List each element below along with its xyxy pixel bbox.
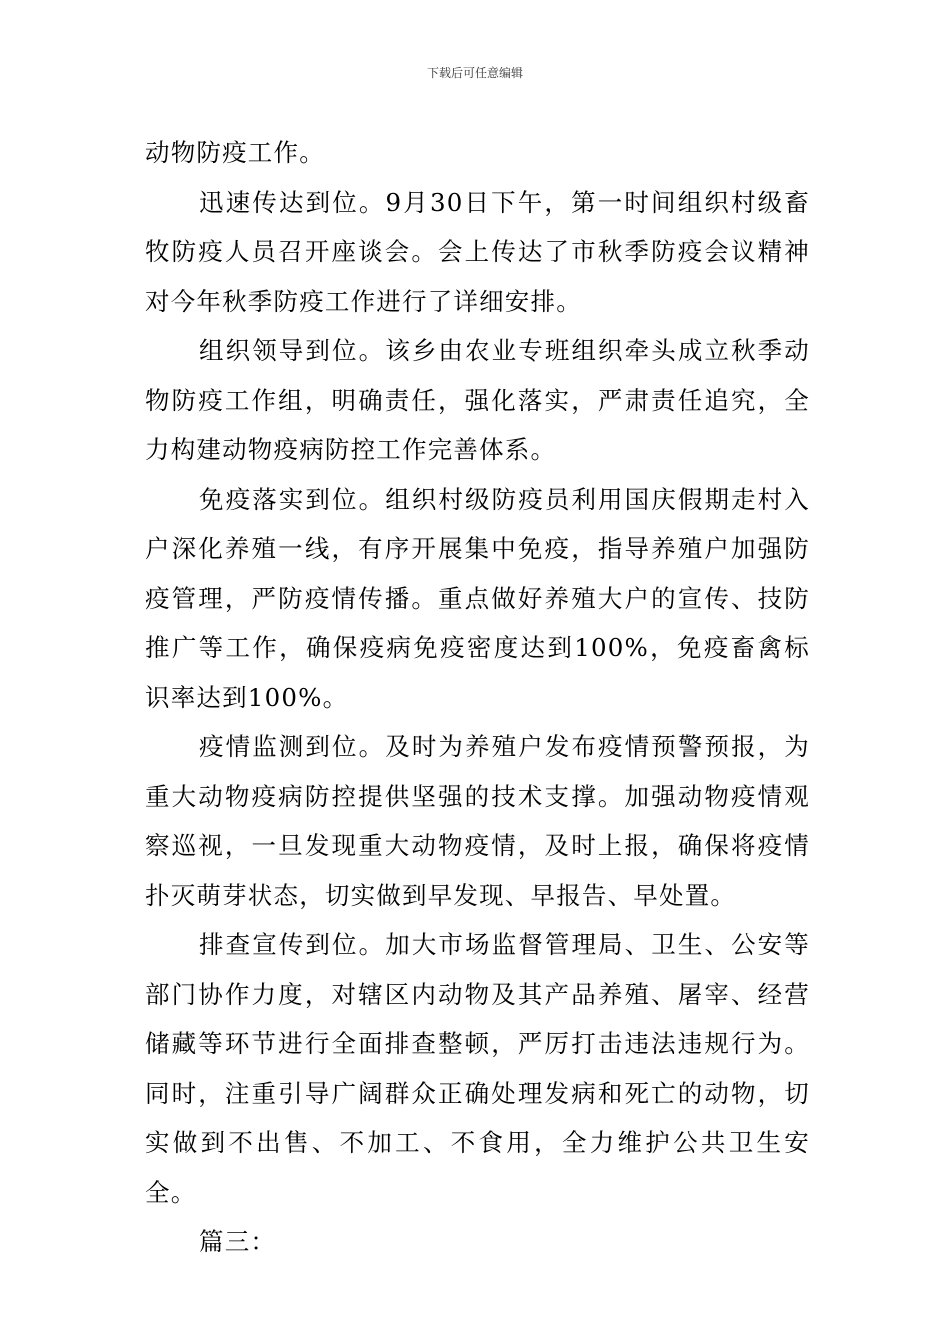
section-heading-part-three: 篇三： [199, 1227, 277, 1256]
paragraph-epidemic-monitoring: 疫情监测到位。及时为养殖户发布疫情预警预报，为重大动物疫病防控提供坚强的技术支撑。加强动物疫情观察巡视，一旦发现重大动物疫情，及时上报，确保将疫情扑灭萌芽状态，切实做到早发现、早报告、早处置。 [145, 732, 810, 910]
paragraph-organizational-leadership: 组织领导到位。该乡由农业专班组织牵头成立秋季动物防疫工作组，明确责任，强化落实，严肃责任追究，全力构建动物疫病防控工作完善体系。 [145, 336, 810, 464]
paragraph-immunization: 免疫落实到位。组织村级防疫员利用国庆假期走村入户深化养殖一线，有序开展集中免疫，指导养殖户加强防疫管理，严防疫情传播。重点做好养殖大户的宣传、技防推广等工作，确保疫病免疫密度达到100%，免疫畜禽标识率达到100%。 [145, 484, 810, 712]
paragraph-inspection-publicity: 排查宣传到位。加大市场监督管理局、卫生、公安等部门协作力度，对辖区内动物及其产品养殖、屠宰、经营储藏等环节进行全面排查整顿，严厉打击违法违规行为。同时，注重引导广阔群众正确处理发病和死亡的动物，切实做到不出售、不加工、不食用，全力维护公共卫生安全。 [145, 930, 810, 1207]
page-header: 下载后可任意编辑 [426, 66, 523, 80]
paragraph-rapid-communication: 迅速传达到位。9月30日下午，第一时间组织村级畜牧防疫人员召开座谈会。会上传达了市秋季防疫会议精神对今年秋季防疫工作进行了详细安排。 [145, 187, 810, 316]
document-body [145, 128, 810, 1267]
paragraph-continuation: 动物防疫工作。 [145, 138, 325, 167]
